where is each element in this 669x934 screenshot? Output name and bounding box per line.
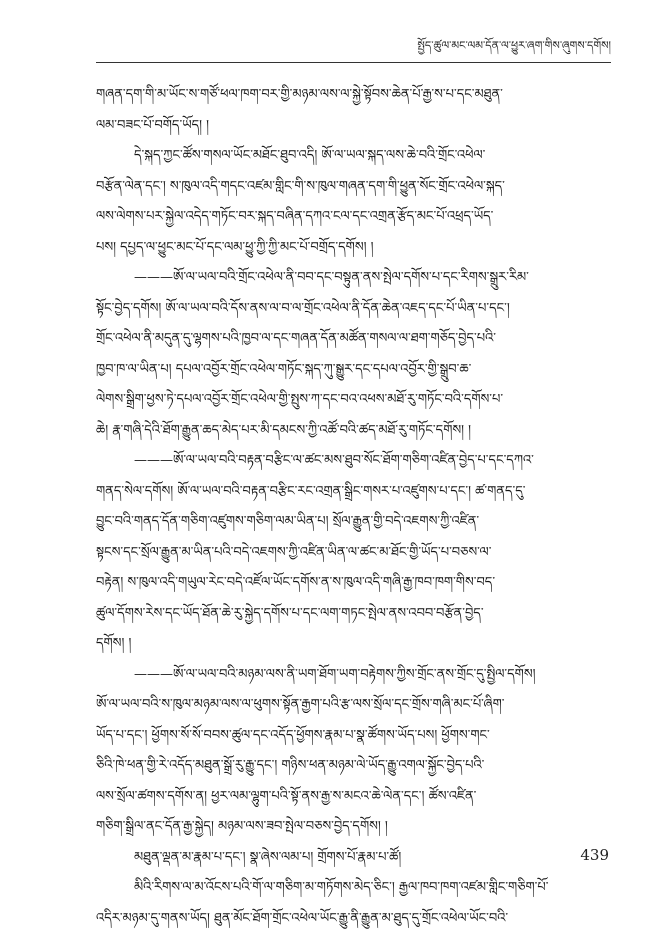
- text-line: ཚུལ་དོགས་རེས་དང་ཡོད་ཐོན་ཆེ་རུ་སྐྱེད་དགོས་པ་དང་ལག་གཏང་སྤེལ་ནས་འབབ་བརྩོན་བྱེད་: [96, 599, 614, 630]
- body-text: [96, 80, 614, 820]
- address-line: མཐུན་ལྡན་མ་རྣམ་པ་དང་། སྣ་ཞེས་ལམ་པ། གྲོགས་པོ་རྣམ་པ་ཚོ།: [96, 843, 614, 874]
- text-line: ཁྱབ་ཁ་ལ་ཡིན་པ། དཔལ་འབྱོར་གྲོང་འཕེལ་གཏོང་སྐད་ཀུ་སྒྱུར་དང་དཔལ་འབྱོར་གྱི་སྒྲུབ་ཆ་: [96, 355, 614, 386]
- page-number: 439: [580, 846, 609, 864]
- text-line: འདིར་མཉམ་དུ་གནས་ཡོད། ཐུན་མོང་ཐོག་གྲོང་འཕེལ་ཡོང་རྒྱུ་ནི་རྒྱུན་མ་ཐུད་དུ་གྲོང་འཕེལ་ཡོང་བའི་: [96, 904, 614, 934]
- text-line: དགོས། །: [96, 629, 614, 660]
- text-line: ཡོད་པ་དང་། ཕྱོགས་སོ་སོ་བབས་ཚུལ་དང་འདོད་ཕྱོགས་རྣམ་པ་སྣ་ཚོགས་ཡོད་པས། ཕྱོགས་གང་: [96, 721, 614, 752]
- text-line: ལས་སྲོལ་ཚགས་དགོས་ན། ཕྱར་ལམ་ལྷུག་པའི་སྟོ་ནས་རྒྱ་ས་མངའ་ཆེ་ལེན་དང་། ཚོས་འཛིན་: [96, 782, 614, 813]
- text-line: བྱུང་བའི་གནད་དོན་གཅིག་འཛུགས་གཅིག་ལམ་ཡིན་པ། སྲོལ་རྒྱུན་གྱི་བདེ་འཇགས་ཀྱི་འཛིན་: [96, 507, 614, 538]
- text-line: ལེགས་སྒྲིག་ཕྱས་ཏེ་དཔལ་འབྱོར་གྲོང་འཕེལ་གྱི་སྤུས་ཀ་དང་བའ་འཕས་མཐོ་རུ་གཏོང་བའི་དགོས་པ་: [96, 385, 614, 416]
- text-line: སྟངས་དང་སྲོལ་རྒྱུན་མ་ཡིན་པའི་བདེ་འཇགས་ཀྱི་འཛིན་ཡིན་ལ་ཚང་མ་ཐོང་གྱི་ཡོད་པ་བཅས་ལ་: [96, 538, 614, 569]
- text-line: གཞན་དག་གི་མ་ཡོང་ས་གཙོ་ཕལ་ཁག་བར་གྱི་མཉམ་ལས་ལ་སྐྱེ་སྟོབས་ཆེན་པོ་རྒྱ་ས་པ་དང་མཐུན་: [96, 80, 614, 111]
- text-line: ཨོ་ལ་ཡལ་བའི་ས་ཁུལ་མཉམ་ལས་ལ་ཕུགས་སྟོན་རྒྱག་པའི་རྩ་ལས་སྲོལ་དང་གྲོས་གཞི་མང་པོ་ཞིག་: [96, 690, 614, 721]
- section-lead-line: ———ཨོ་ལ་ཡལ་བའི་གྲོང་འཕེལ་ནི་བབ་དང་བསྟུན་ནས་སྤེལ་དགོས་པ་དང་རིགས་སྒྲུར་རིམ་: [96, 263, 614, 294]
- text-line: གནད་སེལ་དགོས། ཨོ་ལ་ཡལ་བའི་བརྟན་བརྩིང་རང་འགྲན་སྒྲིང་གསར་པ་འཛུགས་པ་དང་། ཚ་གནད་དུ་: [96, 477, 614, 508]
- text-line: བརྟེན། ས་ཁུལ་འདི་གཡུལ་རེང་བདེ་འཛོལ་ཡོང་དགོས་ན་ས་ཁུལ་འདི་གཞི་རྒྱ་ཁབ་ཁག་གིས་བད་: [96, 568, 614, 599]
- running-header: སྤྱོད་ཚུལ་མང་ལམ་དོན་ལ་ཕྱུར་ཞག་གིས་ཞུགས་དགོས།: [91, 38, 611, 54]
- header-rule: [96, 62, 611, 63]
- text-line: གཅིག་སྒྲིལ་ནང་དོན་རྒྱ་སྐྱེད། མཉམ་ལས་ཟབ་སྤེལ་བཅས་བྱེད་དགོས། །: [96, 812, 614, 843]
- text-line: སྟོང་བྱེད་དགོས། ཨོ་ལ་ཡལ་བའི་དོས་ནས་ལ་བ་ལ་གྲོང་འཕེལ་ནི་དོན་ཆེན་འཇད་དང་པོ་ཡིན་པ་དང་།: [96, 294, 614, 325]
- text-line: པས། དཔྱད་ལ་ཕྱུང་མང་པོ་དང་ལམ་ཕྱུ་ཀྱི་ཀྱི་མང་པོ་བགྲོད་དགོས། །: [96, 233, 614, 264]
- section-lead-line: ———ཨོ་ལ་ཡལ་བའི་མཉམ་ལས་ནི་ཡག་ཐོག་ཡག་བརྟེགས་ཀྱིས་གྲོང་ནས་གྲོང་དུ་སྤྱིལ་དགོས།: [96, 660, 614, 691]
- text-line: ལམ་བཟང་པོ་བགོད་ཡོད། །: [96, 111, 614, 142]
- text-line: ཆེ། རྣ་གཞི་དེའི་ཐོག་རྒྱུན་ཆད་མེད་པར་མི་དམངས་ཀྱི་འཚོ་བའི་ཚད་མཐོ་རུ་གཏོང་དགོས། །: [96, 416, 614, 447]
- text-line: ཅིའི་ཁེ་ཕན་གྱི་རེ་འདོད་མཐུན་སྒྲོ་རུ་རྒྱུ་དང་། གཉིས་ཕན་མཉམ་ལེ་ཡོད་རྒྱུ་འགལ་སྐྱོང་བྱེད་པའི་: [96, 751, 614, 782]
- text-line: གྲོང་འཕེལ་ནི་མདུན་དུ་ལྷགས་པའི་ཁྱབ་ལ་དང་གཞན་དོན་མཚོན་གསལ་ལ་ཐག་གཅོད་བྱེད་པའི་: [96, 324, 614, 355]
- text-line: དེ་སྐད་ཀྱང་ཚོས་གསལ་ཡོང་མཐོང་ཐུབ་འདི། ཨོ་ལ་ཡལ་སྐད་ལས་ཆེ་བའི་གྲོང་འཕེལ་: [96, 141, 614, 172]
- text-line: བརྩོན་ལེན་དང་། ས་ཁུལ་འདི་གདང་འཛམ་གླིང་གི་ས་ཁུལ་གཞན་དག་གི་ཕྱུན་སོང་གྲོང་འཕེལ་སྐད་: [96, 172, 614, 203]
- text-line: ལས་ལེགས་པར་སྐྱེལ་འདེད་གཏོང་བར་སྐད་བཞིན་དཀའ་ངལ་དང་འགྲན་རྩོད་མང་པོ་འཕྲད་ཡོད་: [96, 202, 614, 233]
- text-line: མིའི་རིགས་ལ་མ་འོངས་པའི་གོ་ལ་གཅིག་མ་གཏོགས་མེད་ཅིང་། རྒྱལ་ཁབ་ཁག་འཛམ་གླིང་གཅིག་པོ་: [96, 873, 614, 904]
- section-lead-line: ———ཨོ་ལ་ཡལ་བའི་བརྟན་བརྩིང་ལ་ཚང་མས་ཐུབ་སོང་ཐོག་གཅིག་འཛིན་བྱེད་པ་དང་དཀའ་: [96, 446, 614, 477]
